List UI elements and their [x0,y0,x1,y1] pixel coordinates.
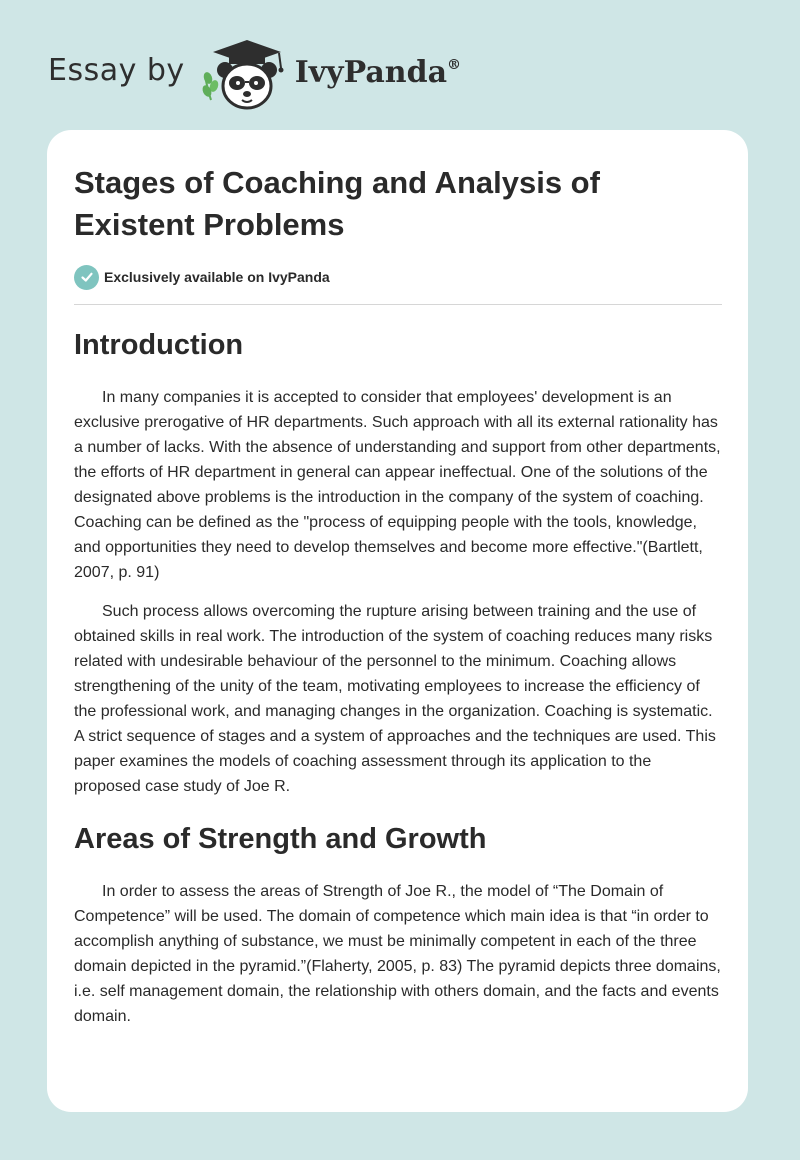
essay-content [74,162,722,1029]
section-heading-introduction: Introduction [74,329,244,361]
paragraph: In many companies it is accepted to consider that employees' development is an exclusive prerogative of HR departments. Such approach with all its external rationality has a number of lacks. With the absence of understanding and support from other departments, the efforts of HR department in general can appear ineffectual. One of the solutions of the designated above problems is the introduction in the company of the system of coaching. Coaching can be defined as the "process of equipping people with the tools, knowledge, and opportunities they need to develop themselves and become more effective."(Bartlett, 2007, p. 91) [74,389,721,581]
essay-by-label: Essay by [48,52,185,88]
paragraph: Such process allows overcoming the rupture arising between training and the use of obtained skills in real work. The introduction of the system of coaching reduces many risks related with undesirable behaviour of the personnel to the minimum. Coaching allows strengthening of the unity of the team, motivating employees to increase the efficiency of the professional work, and managing changes in the organization. Coaching is systematic. A strict sequence of stages and a system of approaches and the techniques are used. This paper examines the models of coaching assessment through its application to the proposed case study of Joe R. [74,603,716,795]
page-title: Stages of Coaching and Analysis of Existent Problems [74,165,600,242]
leaf-icon [201,71,220,100]
registered-mark: ® [447,56,462,73]
brand-name[interactable] [295,55,461,90]
check-icon [74,265,99,290]
site-header [48,34,461,114]
divider [74,304,722,305]
essay-card [47,130,748,1112]
exclusive-label: Exclusively available on IvyPanda [104,269,330,285]
exclusive-badge [74,264,722,290]
section-heading-areas-of-strength: Areas of Strength and Growth [74,823,487,855]
panda-logo-icon[interactable] [199,34,291,114]
brand-text: IvyPanda [294,54,448,90]
paragraph: In order to assess the areas of Strength of Joe R., the model of “The Domain of Competence” will be used. The domain of competence which main idea is that “in order to accomplish anything of substance, we must be minimally competent in each of the three domain depicted in the pyramid.”(Flaherty, 2005, p. 83) The pyramid depicts three domains, i.e. self management domain, the relationship with others domain, and the facts and events domain. [74,883,721,1025]
